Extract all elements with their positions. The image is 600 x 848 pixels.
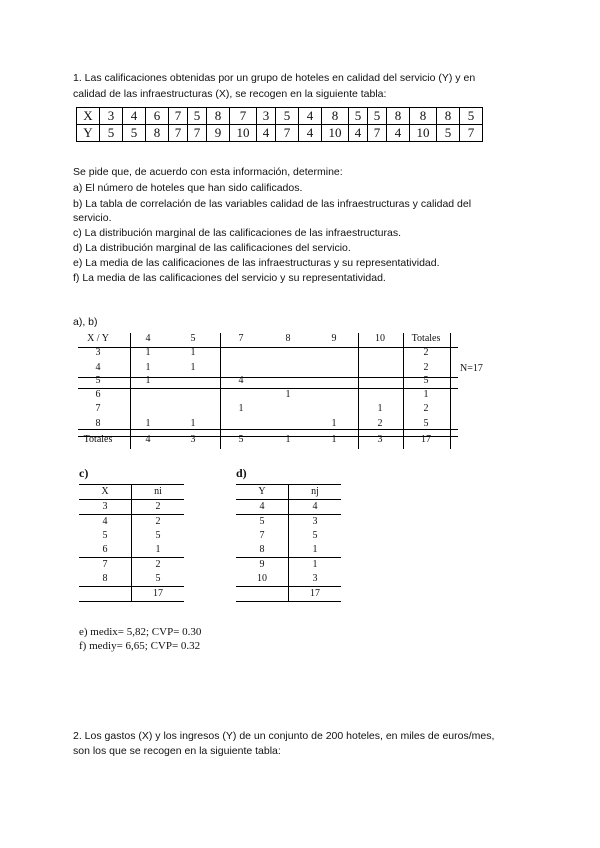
corr-cell: 7: [95, 403, 101, 414]
table-d-y: 7: [236, 529, 289, 543]
table-c-label: c): [79, 466, 89, 480]
table-row: [236, 572, 341, 587]
corr-cell: 6: [95, 389, 101, 400]
y-cell: 4: [299, 125, 322, 142]
y-cell: 5: [437, 125, 460, 142]
y-cell: 4: [257, 125, 276, 142]
table-c-x: 3: [79, 500, 132, 515]
table-d-label: d): [236, 466, 247, 480]
x-cell: 8: [410, 108, 437, 125]
table-c-ni: 2: [155, 516, 161, 527]
corr-cell: 1: [190, 347, 196, 358]
table-row: [79, 515, 184, 530]
table-d-y: 9: [236, 558, 289, 573]
x-cell: 4: [299, 108, 322, 125]
result-f: f) mediy= 6,65; CVP= 0.32: [79, 640, 201, 652]
y-cell: 9: [207, 125, 230, 142]
corr-cell: 1: [145, 375, 151, 386]
table-c-ni: 1: [132, 543, 185, 558]
table-d-nj: 5: [312, 530, 318, 541]
xy-data-table: [76, 107, 483, 142]
x-cell: 7: [169, 108, 188, 125]
x-cell: 3: [257, 108, 276, 125]
corr-cell: 5: [423, 418, 429, 429]
x-cell: 8: [322, 108, 349, 125]
corr-header-cell: 7: [238, 333, 244, 344]
y-cell: 7: [460, 125, 483, 142]
table-d-total-row: [236, 587, 341, 602]
table-row: [236, 529, 341, 543]
solution-label-ab: a), b): [73, 316, 98, 328]
x-cell: 5: [349, 108, 368, 125]
x-cell: 5: [276, 108, 299, 125]
x-cell: 5: [460, 108, 483, 125]
table-c-total: 17: [132, 587, 185, 602]
marginal-table-y: [236, 484, 341, 602]
table-d-header: [236, 485, 341, 500]
corr-header-cell: 9: [331, 333, 337, 344]
correlation-table: [78, 333, 483, 449]
corr-header-cell: 5: [190, 333, 196, 344]
marginal-table-x: [79, 484, 184, 602]
table-c-ni: 2: [132, 500, 185, 515]
corr-cell: 8: [95, 418, 101, 429]
table-d-y: 5: [236, 515, 289, 530]
table-row: [79, 558, 184, 573]
x-row: [77, 108, 483, 125]
corr-cell: 1: [377, 403, 383, 414]
corr-cell: 1: [190, 362, 196, 373]
corr-cell: 5: [95, 375, 101, 386]
table-c-x: 6: [79, 543, 132, 558]
corr-cell: 5: [423, 375, 429, 386]
corr-cell: 2: [423, 403, 429, 414]
table-c-ni: 2: [155, 559, 161, 570]
corr-cell: 1: [285, 434, 291, 445]
corr-header-cell: 8: [285, 333, 291, 344]
item-b: b) La tabla de correlación de las variables calidad de las infraestructuras y calidad del: [73, 198, 472, 210]
table-d-y: 8: [236, 543, 289, 558]
corr-cell: 1: [145, 362, 151, 373]
x-cell: 5: [188, 108, 207, 125]
table-d-y: 10: [236, 572, 289, 587]
table-c-col-ni: ni: [132, 485, 185, 500]
corr-cell: 1: [331, 434, 337, 445]
problem1-intro-line2: calidad de las infraestructuras (X), se recogen en la siguiente tabla:: [73, 88, 387, 100]
x-row-label: X: [77, 108, 100, 125]
corr-cell: 2: [377, 418, 383, 429]
table-c-col-x: X: [79, 485, 132, 500]
x-cell: 4: [123, 108, 146, 125]
table-d-nj: 1: [289, 543, 342, 558]
corr-cell: 4: [95, 362, 101, 373]
corr-cell: 17: [421, 434, 431, 445]
table-d-col-y: Y: [236, 485, 289, 500]
x-cell: 8: [437, 108, 460, 125]
item-f: f) La media de las calificaciones del servicio y su representatividad.: [73, 272, 386, 284]
y-cell: 8: [146, 125, 169, 142]
corr-header-cell: 10: [375, 333, 385, 344]
x-cell: 5: [368, 108, 387, 125]
table-d-nj: 3: [289, 572, 342, 587]
table-d-nj: 3: [312, 516, 318, 527]
asks-line: Se pide que, de acuerdo con esta información, determine:: [73, 166, 343, 178]
item-e: e) La media de las calificaciones de las infraestructuras y su representatividad.: [73, 257, 440, 269]
item-b-cont: servicio.: [73, 212, 112, 224]
table-c-x: 8: [79, 572, 132, 587]
table-row: [236, 543, 341, 558]
corr-cell: 2: [423, 347, 429, 358]
table-c-x: 4: [79, 515, 132, 530]
table-c-ni: 5: [155, 530, 161, 541]
table-row: [79, 543, 184, 558]
item-d: d) La distribución marginal de las calificaciones del servicio.: [73, 242, 351, 254]
corr-cell: 2: [423, 362, 429, 373]
y-cell: 5: [123, 125, 146, 142]
y-cell: 10: [410, 125, 437, 142]
x-cell: 3: [100, 108, 123, 125]
corr-cell: Totales: [83, 434, 113, 445]
corr-header-cell: Totales: [411, 333, 441, 344]
item-a: a) El número de hoteles que han sido calificados.: [73, 182, 303, 194]
y-cell: 7: [169, 125, 188, 142]
corr-cell: 3: [377, 434, 383, 445]
problem1-intro-line1: 1. Las calificaciones obtenidas por un grupo de hoteles en calidad del servicio (Y) y en: [73, 72, 476, 84]
corr-cell: 4: [238, 375, 244, 386]
y-row-label: Y: [77, 125, 100, 142]
y-cell: 4: [349, 125, 368, 142]
table-d-y: 4: [236, 500, 289, 515]
x-cell: 7: [230, 108, 257, 125]
table-row: [79, 529, 184, 543]
table-row: [79, 572, 184, 587]
y-cell: 10: [230, 125, 257, 142]
n-total-label: N=17: [460, 363, 483, 374]
table-d-nj: 4: [289, 500, 342, 515]
table-d-nj: 1: [312, 559, 318, 570]
table-row: [79, 500, 184, 515]
table-d-col-nj: nj: [289, 485, 342, 500]
y-cell: 10: [322, 125, 349, 142]
y-row: [77, 125, 483, 142]
table-c-header: [79, 485, 184, 500]
table-row: [236, 500, 341, 515]
x-cell: 8: [387, 108, 410, 125]
result-e: e) medix= 5,82; CVP= 0.30: [79, 626, 202, 638]
corr-header-cell: X / Y: [87, 333, 109, 344]
corr-cell: 1: [145, 418, 151, 429]
table-c-ni: 5: [132, 572, 185, 587]
problem2-line1: 2. Los gastos (X) y los ingresos (Y) de un conjunto de 200 hoteles, en miles de euros/mes,: [73, 730, 495, 742]
item-c: c) La distribución marginal de las calificaciones de las infraestructuras.: [73, 227, 401, 239]
corr-cell: 1: [331, 418, 337, 429]
y-cell: 7: [188, 125, 207, 142]
corr-cell: 1: [423, 389, 429, 400]
y-cell: 7: [368, 125, 387, 142]
corr-cell: 1: [145, 347, 151, 358]
y-cell: 5: [100, 125, 123, 142]
table-d-total: 17: [289, 587, 342, 602]
x-cell: 8: [207, 108, 230, 125]
corr-cell: 1: [190, 418, 196, 429]
problem2-line2: son los que se recogen en la siguiente tabla:: [73, 745, 281, 757]
table-c-x: 7: [79, 558, 132, 573]
y-cell: 7: [276, 125, 299, 142]
corr-cell: 1: [285, 389, 291, 400]
x-cell: 6: [146, 108, 169, 125]
corr-cell: 3: [190, 434, 196, 445]
corr-cell: 3: [95, 347, 101, 358]
corr-cell: 4: [145, 434, 151, 445]
table-c-total-row: [79, 587, 184, 602]
corr-cell: 1: [238, 403, 244, 414]
table-row: [236, 515, 341, 530]
corr-cell: 5: [238, 434, 244, 445]
table-c-x: 5: [79, 529, 132, 543]
y-cell: 4: [387, 125, 410, 142]
table-row: [236, 558, 341, 573]
corr-header-cell: 4: [145, 333, 151, 344]
